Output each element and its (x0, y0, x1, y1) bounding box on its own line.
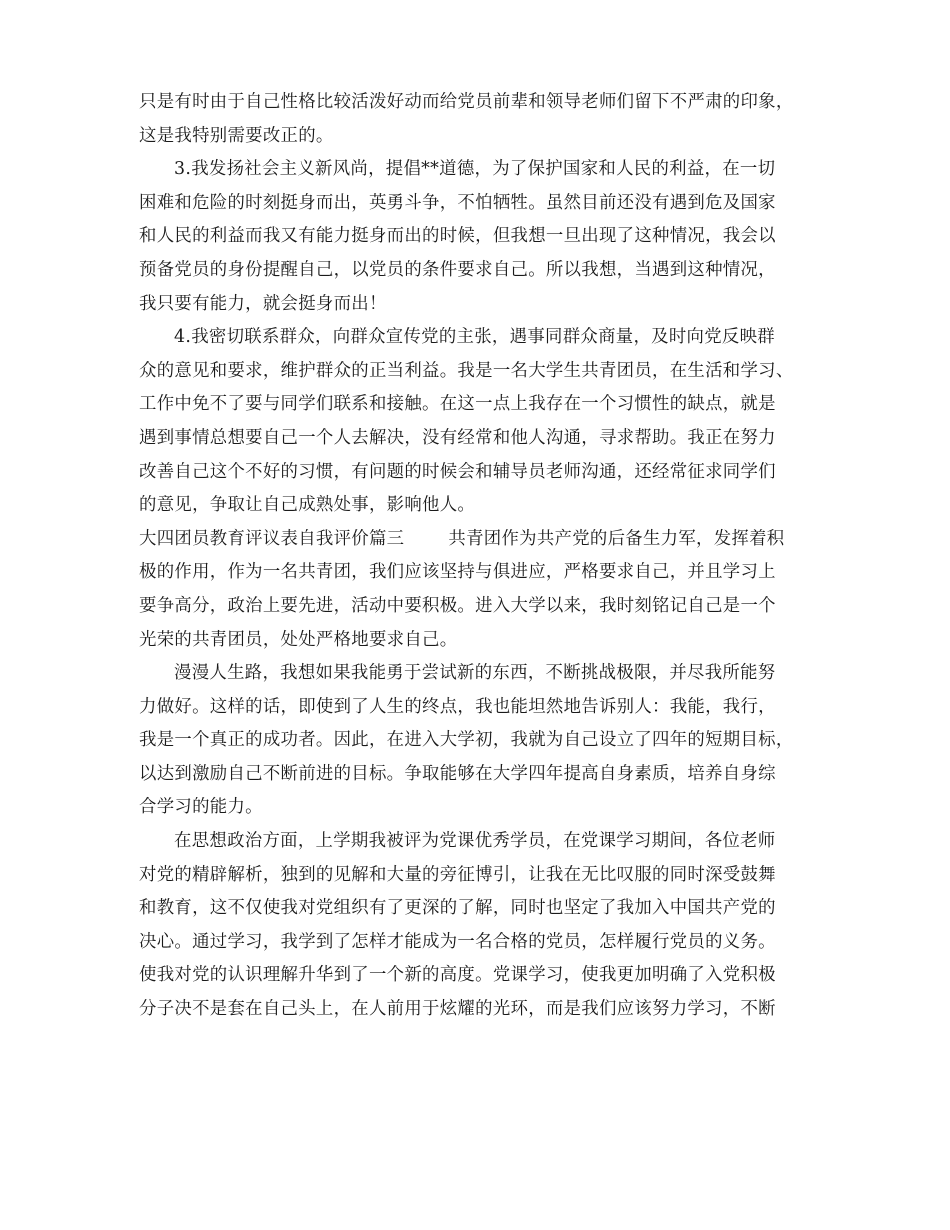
text-line: 和教育，这不仅使我对党组织有了更深的了解，同时也坚定了我加入中国共产党的 (139, 898, 776, 919)
text-line: 光荣的共青团员，处处严格地要求自己。 (139, 629, 458, 650)
text-line: 改善自己这个不好的习惯，有问题的时候会和辅导员老师沟通，还经常征求同学们 (139, 461, 776, 482)
paragraph-start-line: 在思想政治方面，上学期我被评为党课优秀学员，在党课学习期间，各位老师 (174, 831, 776, 852)
text-line: 众的意见和要求，维护群众的正当利益。我是一名大学生共青团员，在生活和学习、 (139, 360, 794, 381)
text-line: 使我对党的认识理解升华到了一个新的高度。党课学习，使我更加明确了入党积极 (139, 965, 776, 986)
heading-line-rest: 共青团作为共产党的后备生力军，发挥着积 (448, 528, 785, 549)
paragraph-start-line: 4.我密切联系群众，向群众宣传党的主张，遇事同群众商量，及时向党反映群 (174, 327, 775, 348)
text-line: 工作中免不了要与同学们联系和接触。在这一点上我存在一个习惯性的缺点，就是 (139, 394, 776, 415)
document-body (139, 86, 811, 1027)
section-heading: 大四团员教育评议表自我评价篇三 (139, 528, 405, 549)
text-line: 力做好。这样的话，即使到了人生的终点，我也能坦然地告诉别人：我能，我行， (139, 696, 776, 717)
text-line: 分子决不是套在自己头上，在人前用于炫耀的光环，而是我们应该努力学习，不断 (139, 999, 776, 1020)
text-line: 以达到激励自己不断前进的目标。争取能够在大学四年提高自身素质，培养自身综 (139, 763, 776, 784)
paragraph-start-line: 3.我发扬社会主义新风尚，提倡**道德，为了保护国家和人民的利益，在一切 (174, 159, 776, 180)
text-line: 决心。通过学习，我学到了怎样才能成为一名合格的党员，怎样履行党员的义务。 (139, 931, 776, 952)
text-line: 的意见，争取让自己成熟处事，影响他人。 (139, 495, 476, 516)
text-line: 我只要有能力，就会挺身而出！ (139, 293, 387, 314)
text-line: 预备党员的身份提醒自己，以党员的条件要求自己。所以我想，当遇到这种情况， (139, 259, 776, 280)
text-line: 只是有时由于自己性格比较活泼好动而给党员前辈和领导老师们留下不严肃的印象， (139, 92, 794, 112)
text-line: 这是我特别需要改正的。 (139, 125, 334, 146)
text-line: 我是一个真正的成功者。因此，在进入大学初，我就为自己设立了四年的短期目标， (139, 730, 794, 751)
text-line: 对党的精辟解析，独到的见解和大量的旁征博引，让我在无比叹服的同时深受鼓舞 (139, 864, 776, 885)
section-heading-line (139, 523, 811, 557)
text-line: 遇到事情总想要自己一个人去解决，没有经常和他人沟通，寻求帮助。我正在努力 (139, 427, 776, 448)
text-line: 合学习的能力。 (139, 797, 263, 818)
paragraph-start-line: 漫漫人生路，我想如果我能勇于尝试新的东西，不断挑战极限，并尽我所能努 (174, 663, 776, 684)
text-line: 和人民的利益而我又有能力挺身而出的时候，但我想一旦出现了这种情况，我会以 (139, 226, 776, 247)
text-line: 困难和危险的时刻挺身而出，英勇斗争，不怕牺牲。虽然目前还没有遇到危及国家 (139, 192, 776, 213)
text-line: 极的作用，作为一名共青团，我们应该坚持与俱进应，严格要求自己，并且学习上 (139, 562, 776, 583)
text-line: 要争高分，政治上要先进，活动中要积极。进入大学以来，我时刻铭记自己是一个 (139, 595, 776, 616)
